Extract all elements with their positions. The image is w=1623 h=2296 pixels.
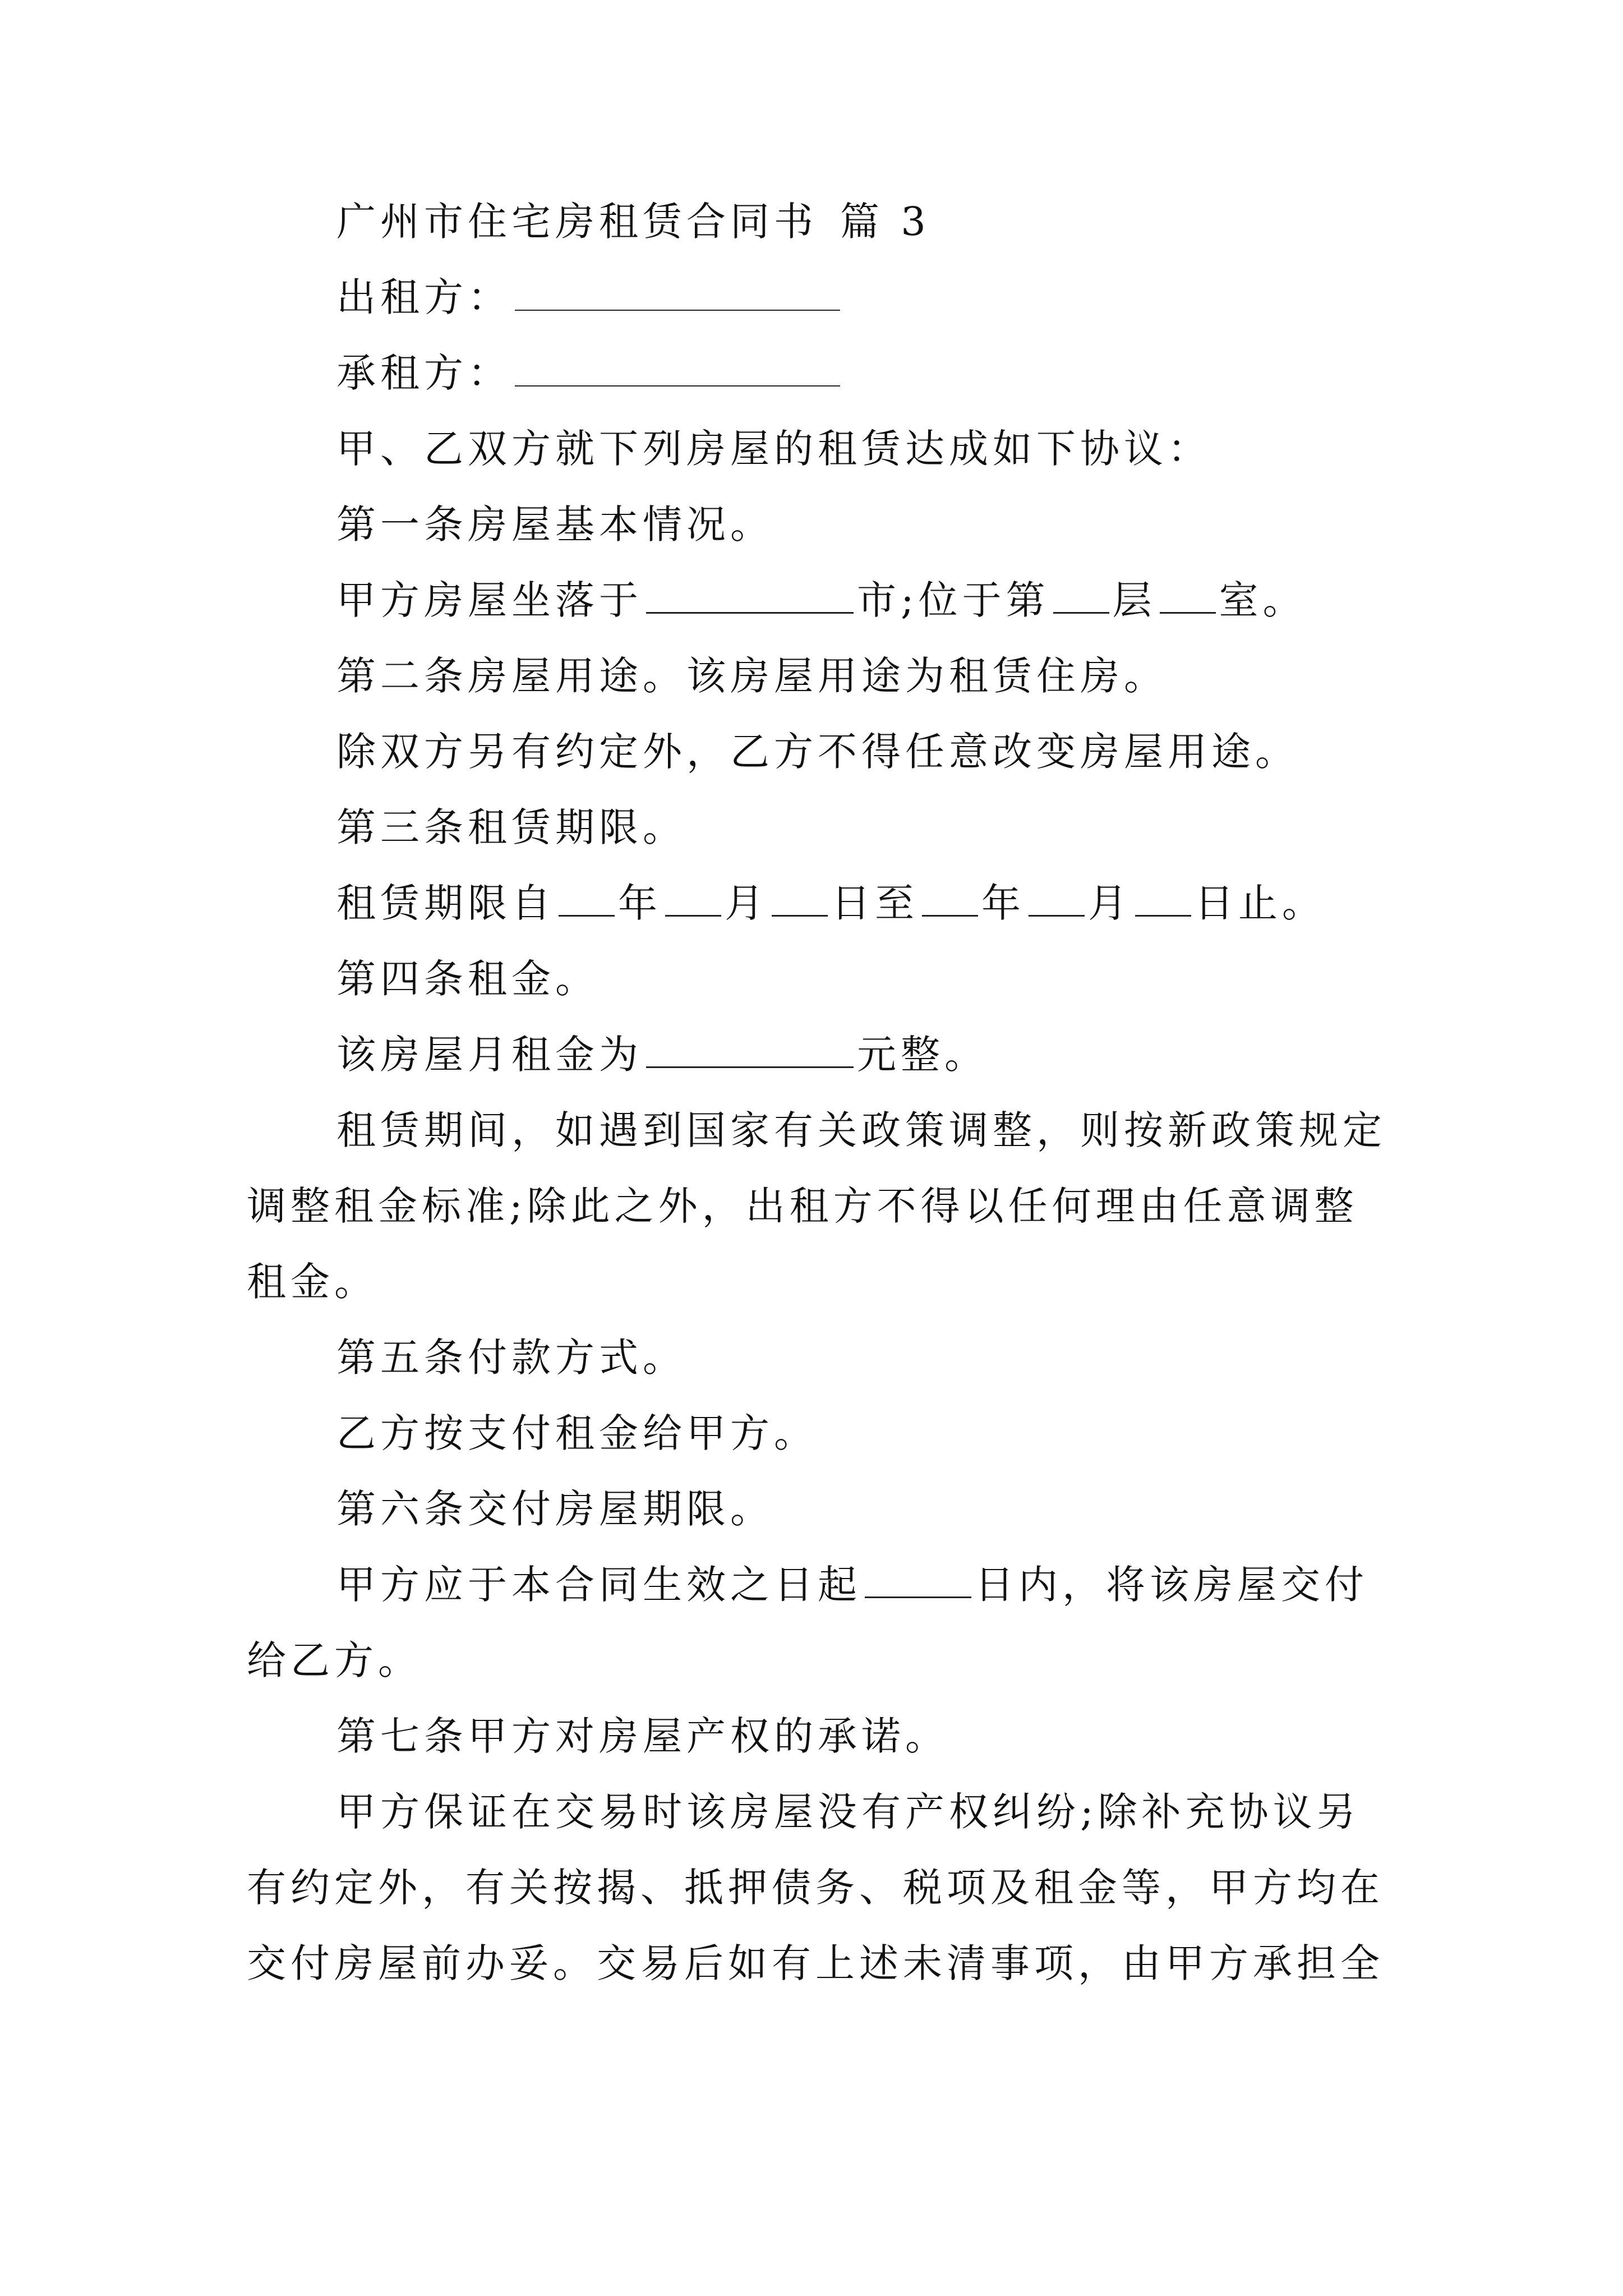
floor-suffix: 层 (1112, 577, 1156, 623)
article-5-title: 第五条付款方式。 (336, 1335, 686, 1381)
start-month-suffix: 月 (725, 880, 768, 926)
start-day-blank (772, 879, 828, 917)
delivery-days-blank (865, 1561, 971, 1598)
article-4-paragraph-1 (336, 1027, 988, 1083)
article-2-title: 第二条房屋用途。该房屋用途为租赁住房。 (336, 653, 1168, 699)
article-1-title: 第一条房屋基本情况。 (336, 501, 774, 547)
lessor-blank (515, 274, 840, 311)
lessor-label: 出租方： (336, 274, 511, 320)
start-year-blank (559, 879, 615, 917)
document-title (336, 194, 930, 250)
start-month-blank (665, 879, 721, 917)
lessor-line (336, 269, 843, 325)
article-4-title: 第四条租金。 (336, 956, 599, 1002)
article-4-paragraph-2-line-1: 租赁期间，如遇到国家有关政策调整，则按新政策规定 (336, 1107, 1386, 1153)
article-6-paragraph-line-2: 给乙方。 (247, 1637, 422, 1683)
lessee-label: 承租方： (336, 350, 511, 396)
city-blank (646, 576, 854, 614)
rent-suffix: 元整。 (857, 1032, 988, 1078)
article-7-paragraph-line-2: 有约定外，有关按揭、抵押债务、税项及租金等，甲方均在 (247, 1865, 1384, 1911)
article-4-paragraph-2-line-3: 租金。 (247, 1259, 378, 1305)
lessee-blank (515, 349, 840, 386)
end-year-suffix: 年 (981, 880, 1025, 926)
article-5-paragraph: 乙方按支付租金给甲方。 (336, 1410, 818, 1456)
location-label: 甲方房屋坐落于 (336, 577, 643, 623)
delivery-label: 甲方应于本合同生效之日起 (336, 1562, 861, 1608)
article-1-paragraph (336, 572, 1307, 628)
start-year-suffix: 年 (618, 880, 662, 926)
title-suffix: 篇 3 (840, 199, 930, 245)
end-month-blank (1029, 879, 1085, 917)
delivery-suffix: 日内，将该房屋交付 (975, 1562, 1368, 1608)
city-suffix: 市;位于第 (857, 577, 1050, 623)
intro-paragraph: 甲、乙双方就下列房屋的租赁达成如下协议： (336, 426, 1211, 472)
floor-blank (1053, 576, 1109, 614)
article-7-title: 第七条甲方对房屋产权的承诺。 (336, 1713, 949, 1759)
end-day-blank (1135, 879, 1191, 917)
lessee-line (336, 345, 843, 401)
rent-amount-blank (646, 1030, 854, 1068)
end-day-suffix: 日止。 (1195, 880, 1326, 926)
start-day-suffix: 日至 (831, 880, 919, 926)
end-year-blank (922, 879, 978, 917)
article-7-paragraph-line-1: 甲方保证在交易时该房屋没有产权纠纷;除补充协议另 (336, 1789, 1361, 1835)
title-text: 广州市住宅房租赁合同书 (336, 199, 818, 245)
article-2-paragraph: 除双方另有约定外，乙方不得任意改变房屋用途。 (336, 729, 1299, 775)
article-3-title: 第三条租赁期限。 (336, 804, 686, 850)
article-6-paragraph-line-1 (336, 1557, 1368, 1613)
room-blank (1160, 576, 1216, 614)
article-6-title: 第六条交付房屋期限。 (336, 1486, 774, 1532)
article-4-paragraph-2-line-2: 调整租金标准;除此之外，出租方不得以任何理由任意调整 (247, 1183, 1358, 1229)
article-3-paragraph (336, 875, 1326, 931)
end-month-suffix: 月 (1088, 880, 1132, 926)
rent-label: 该房屋月租金为 (336, 1032, 643, 1078)
term-label: 租赁期限自 (336, 880, 555, 926)
article-7-paragraph-line-3: 交付房屋前办妥。交易后如有上述未清事项，由甲方承担全 (247, 1940, 1384, 1986)
room-suffix: 室。 (1219, 577, 1307, 623)
